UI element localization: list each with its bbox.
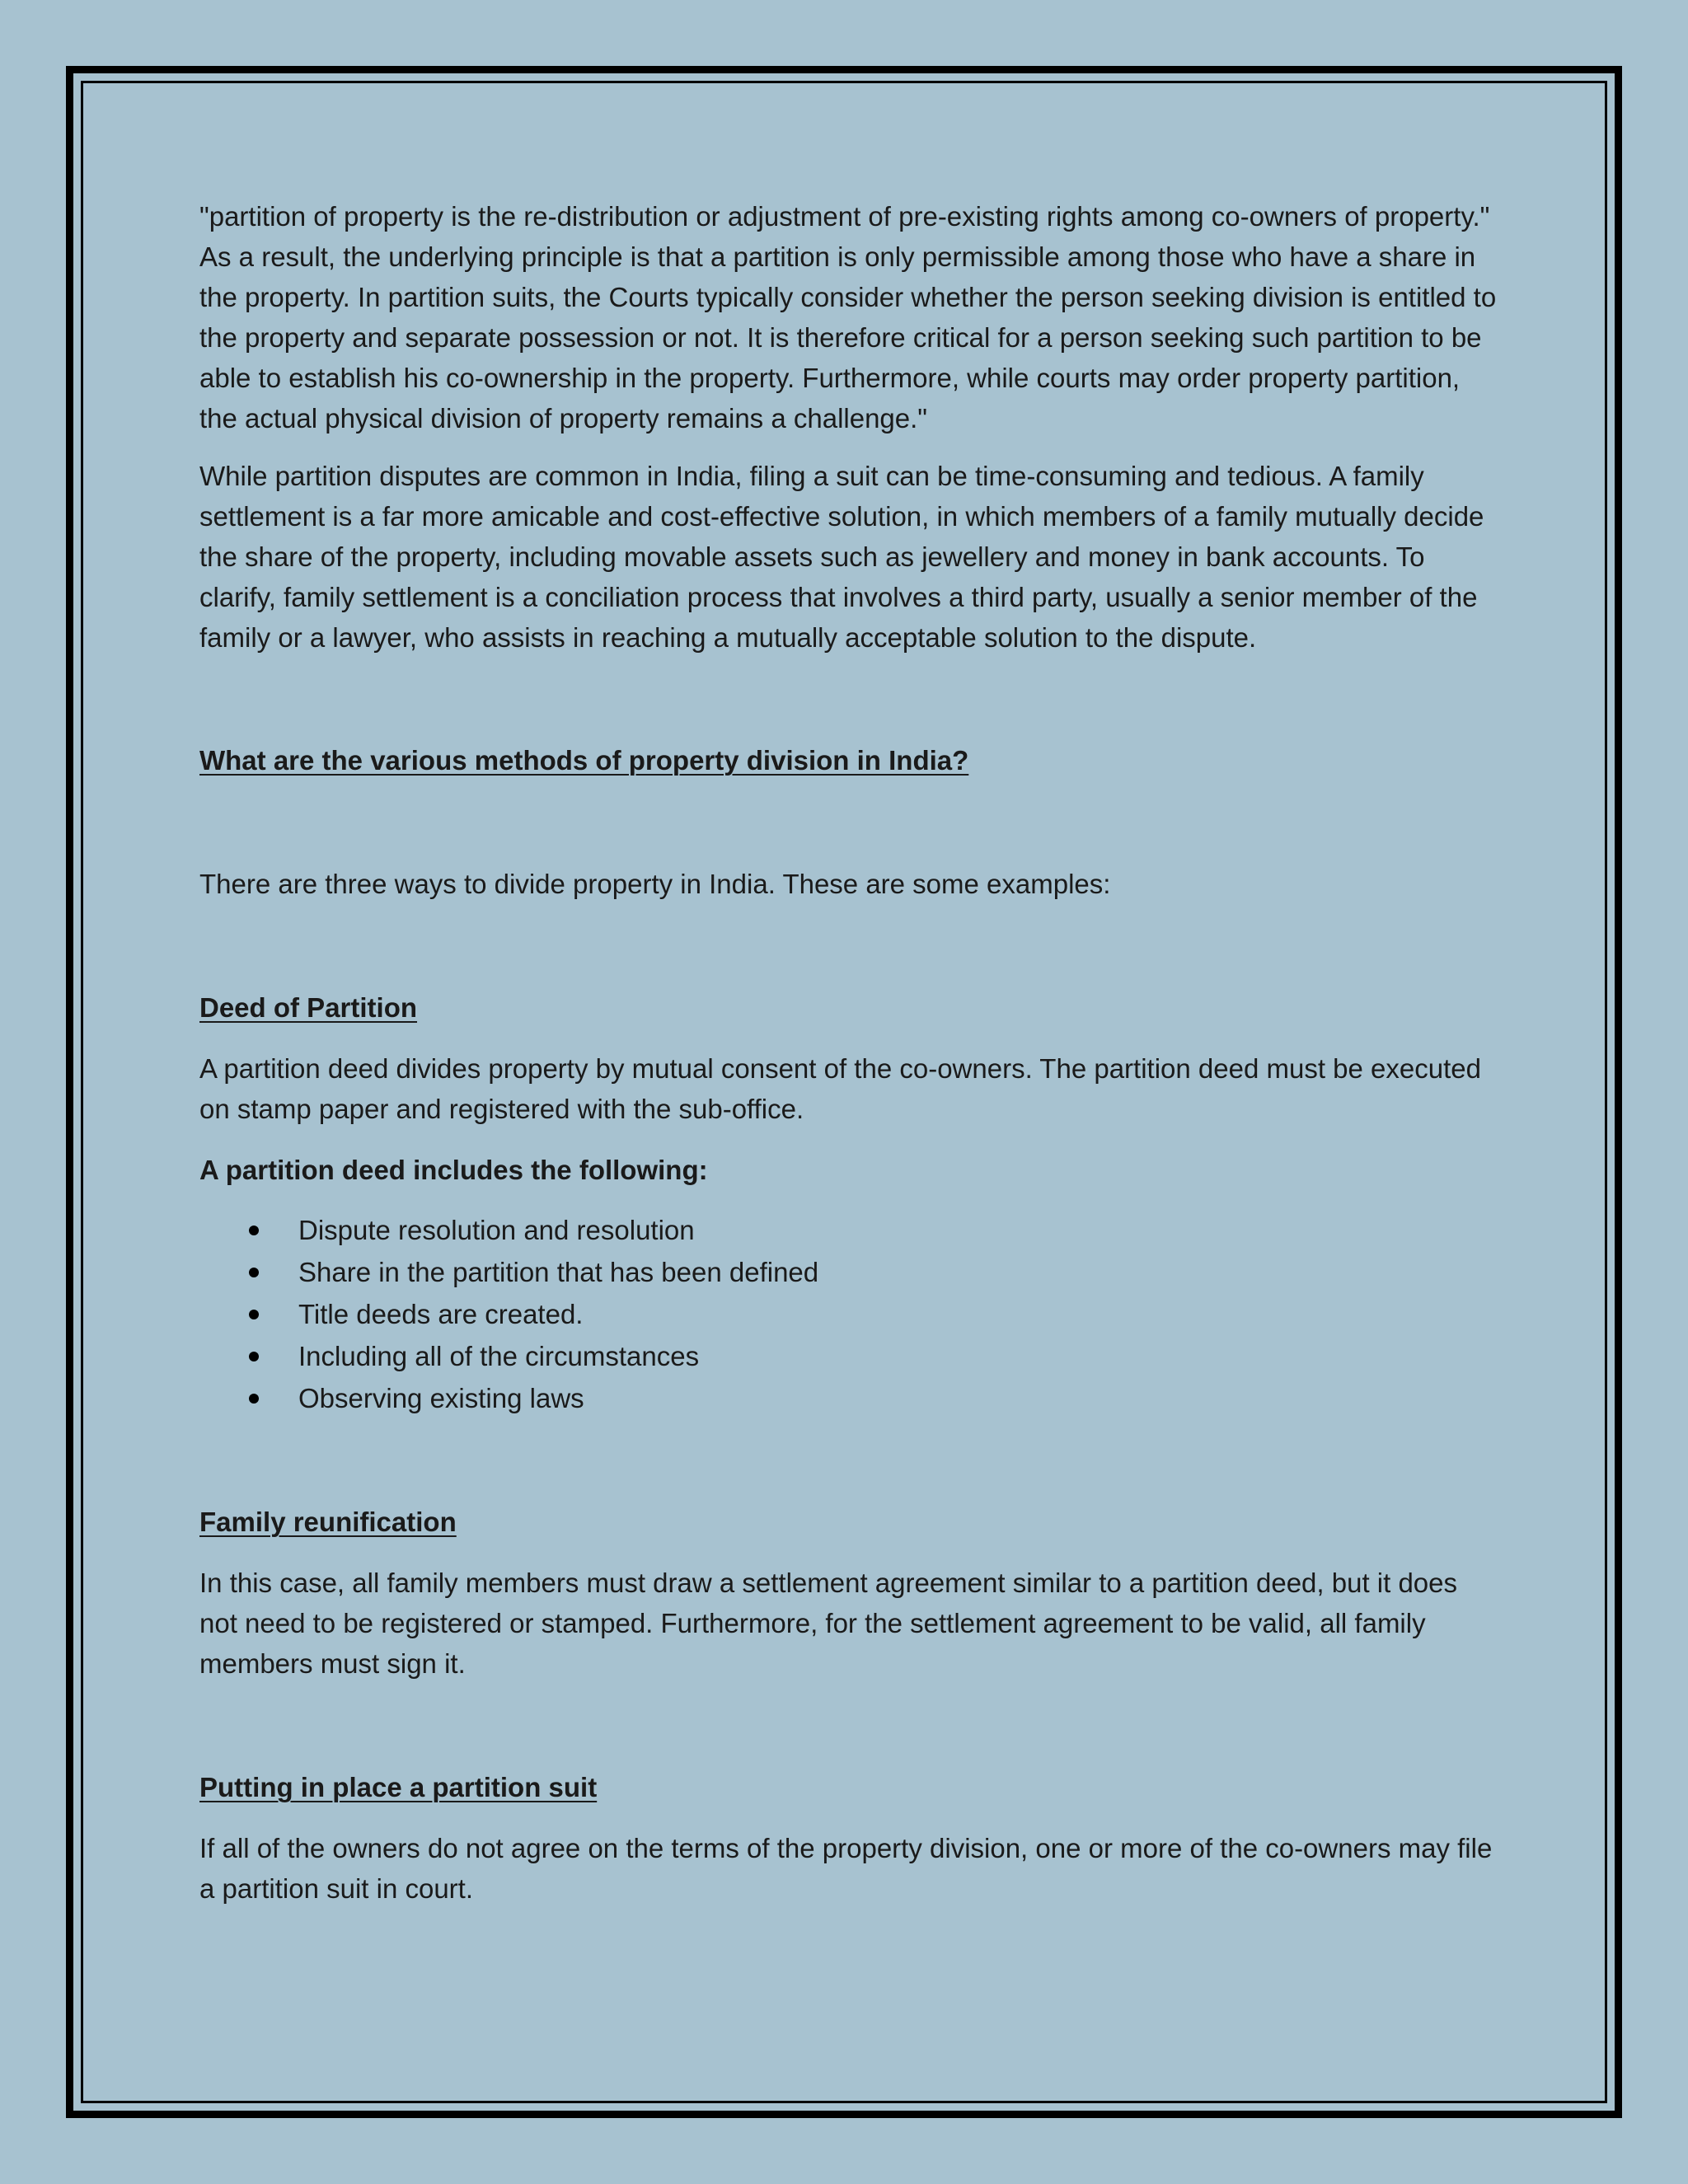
bullet-icon (249, 1352, 259, 1361)
list-item (199, 1209, 1502, 1251)
list-item-text: Observing existing laws (298, 1383, 584, 1413)
family-reunification-heading: Family reunification (199, 1507, 457, 1537)
list-item-text: Dispute resolution and resolution (298, 1215, 695, 1245)
list-item (199, 1335, 1502, 1377)
deed-includes-label: A partition deed includes the following: (199, 1155, 708, 1185)
bullet-icon (249, 1226, 259, 1235)
document-body (199, 196, 1502, 1929)
bullet-icon (249, 1268, 259, 1277)
partition-suit-heading: Putting in place a partition suit (199, 1772, 598, 1802)
list-item-text: Including all of the circumstances (298, 1341, 700, 1371)
list-item-text: Share in the partition that has been defined (298, 1257, 819, 1287)
list-item (199, 1377, 1502, 1419)
family-settlement-paragraph: While partition disputes are common in India, filing a suit can be time-consuming and tedious. A family settlement is a far more amicable and cost-effective solution, in which members of a family mutually decide the share of the property, including movable assets such as jewellery and money in bank accounts. To clarify, family settlement is a conciliation process that involves a third party, usually a senior member of the family or a lawyer, who assists in reaching a mutually acceptable solution to the dispute. (199, 461, 1484, 653)
bullet-icon (249, 1310, 259, 1319)
deed-of-partition-heading: Deed of Partition (199, 992, 418, 1023)
methods-heading: What are the various methods of property division in India? (199, 745, 969, 776)
list-item-text: Title deeds are created. (298, 1299, 584, 1329)
partition-suit-paragraph: If all of the owners do not agree on the terms of the property division, one or more of the co-owners may file a partition suit in court. (199, 1833, 1493, 1904)
family-reunification-paragraph: In this case, all family members must draw a settlement agreement similar to a partition deed, but it does not need to be registered or stamped. Furthermore, for the settlement agreement to be valid, all family members must sign it. (199, 1568, 1458, 1679)
intro-paragraph: "partition of property is the re-distribution or adjustment of pre-existing rights among co-owners of property." As a result, the underlying principle is that a partition is only permissible among those who have a share in the property. In partition suits, the Courts typically consider whether the person seeking division is entitled to the property and separate possession or not. It is therefore critical for a person seeking such partition to be able to establish his co-ownership in the property. Furthermore, while courts may order property partition, the actual physical division of property remains a challenge." (199, 201, 1497, 434)
bullet-icon (249, 1394, 259, 1404)
deed-items-list (199, 1209, 1502, 1419)
deed-paragraph: A partition deed divides property by mutual consent of the co-owners. The partition deed must be executed on stamp paper and registered with the sub-office. (199, 1053, 1481, 1124)
list-item (199, 1293, 1502, 1335)
methods-intro-paragraph: There are three ways to divide property in India. These are some examples: (199, 869, 1111, 899)
list-item (199, 1251, 1502, 1293)
